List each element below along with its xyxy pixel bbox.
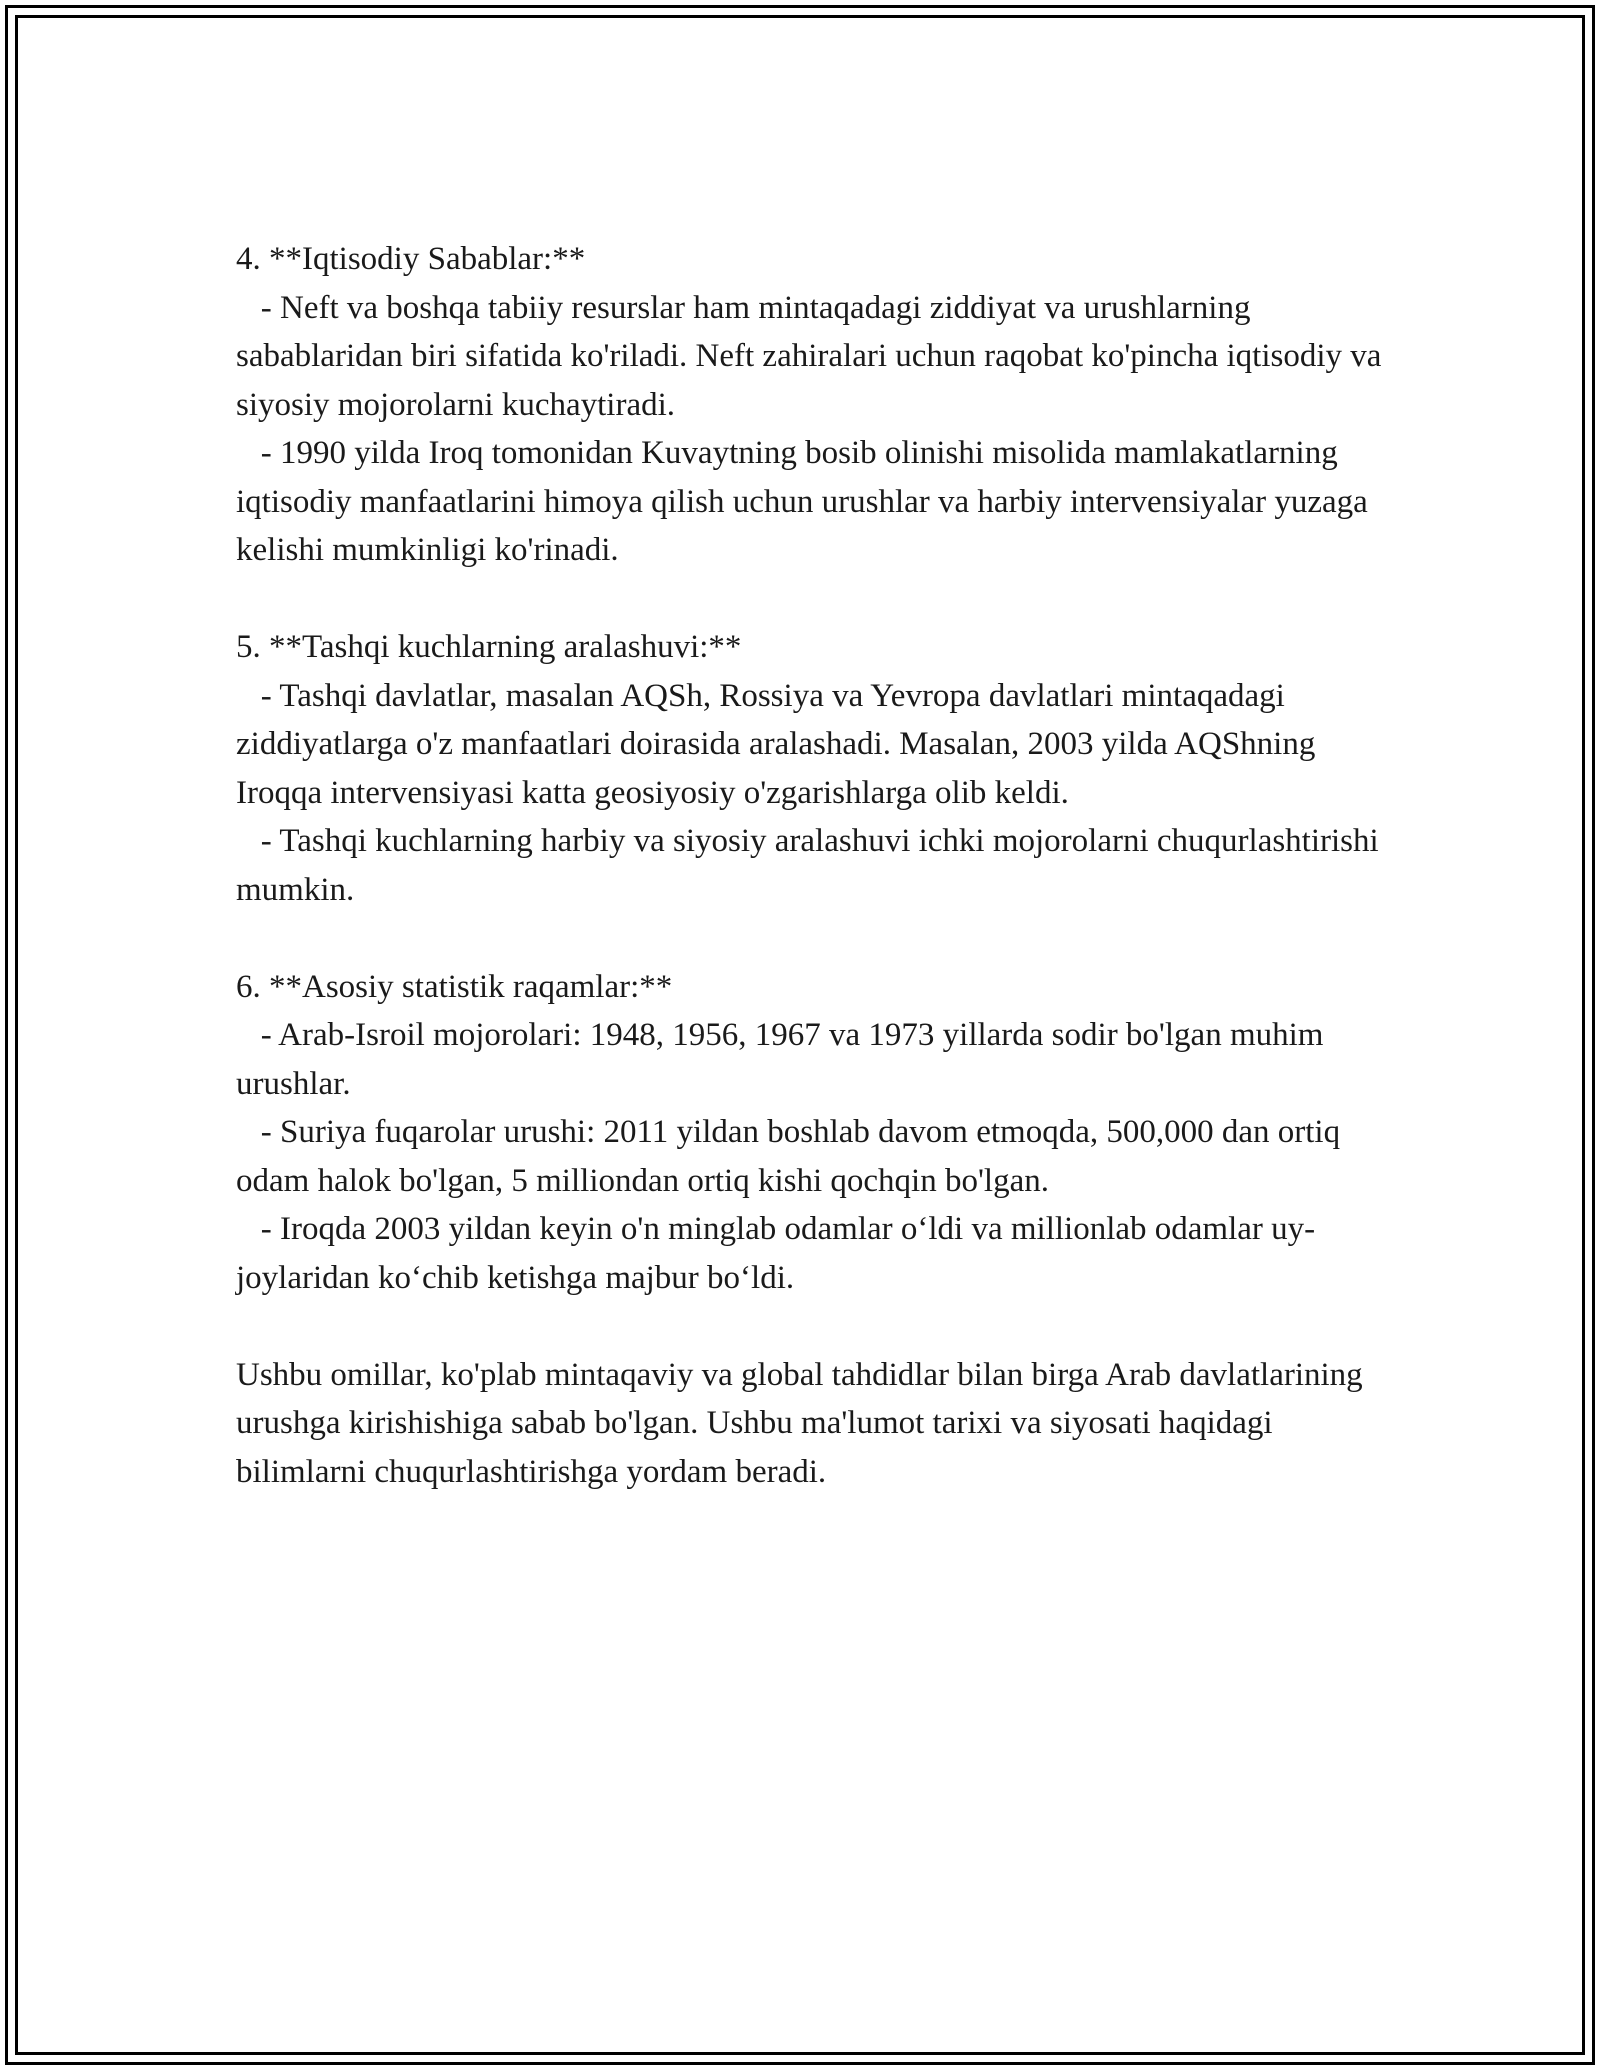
section-bullet: - Suriya fuqarolar urushi: 2011 yildan boshlab davom etmoqda, 500,000 dan ortiq odam halok bo'lgan, 5 milliondan ortiq kishi qochqin bo'lgan.	[236, 1114, 1349, 1199]
section-bullet: - Tashqi kuchlarning harbiy va siyosiy aralashuvi ichki mojorolarni chuqurlashtirishi mumkin.	[236, 823, 1387, 908]
section-external-intervention	[236, 623, 1396, 914]
section-economic-reasons	[236, 235, 1396, 575]
section-heading: 5. **Tashqi kuchlarning aralashuvi:**	[236, 629, 742, 665]
section-bullet: - 1990 yilda Iroq tomonidan Kuvaytning bosib olinishi misolida mamlakatlarning iqtisodiy manfaatlarini himoya qilish uchun urushlar va harbiy intervensiyalar yuzaga kelishi mumkinligi ko'rinadi.	[236, 435, 1377, 568]
section-key-statistics	[236, 963, 1396, 1303]
section-bullet: - Arab-Isroil mojorolari: 1948, 1956, 1967 va 1973 yillarda sodir bo'lgan muhim urushlar.	[236, 1017, 1332, 1102]
section-bullet: - Iroqda 2003 yildan keyin o'n minglab odamlar o‘ldi va millionlab odamlar uy-joylaridan ko‘chib ketishga majbur bo‘ldi.	[236, 1211, 1316, 1296]
section-heading: 6. **Asosiy statistik raqamlar:**	[236, 968, 673, 1005]
section-bullet: - Tashqi davlatlar, masalan AQSh, Rossiya va Yevropa davlatlari mintaqadagi ziddiyatlarga o'z manfaatlari doirasida aralashadi. Masalan, 2003 yilda AQShning Iroqqa intervensiyasi katta geosiyosiy o'zgarishlarga olib keldi.	[236, 677, 1324, 811]
conclusion-paragraph: Ushbu omillar, ko'plab mintaqaviy va global tahdidlar bilan birga Arab davlatlarining urushga kirishishiga sabab bo'lgan. Ushbu ma'lumot tarixi va siyosati haqidagi bilimlarni chuqurlashtirishga yordam beradi.	[236, 1356, 1371, 1490]
section-bullet: - Neft va boshqa tabiiy resurslar ham mintaqadagi ziddiyat va urushlarning sabablaridan biri sifatida ko'riladi. Neft zahiralari uchun raqobat ko'pincha iqtisodiy va siyosiy mojorolarni kuchaytiradi.	[236, 289, 1390, 423]
document-body	[236, 235, 1396, 1496]
section-heading: 4. **Iqtisodiy Sabablar:**	[236, 241, 586, 277]
